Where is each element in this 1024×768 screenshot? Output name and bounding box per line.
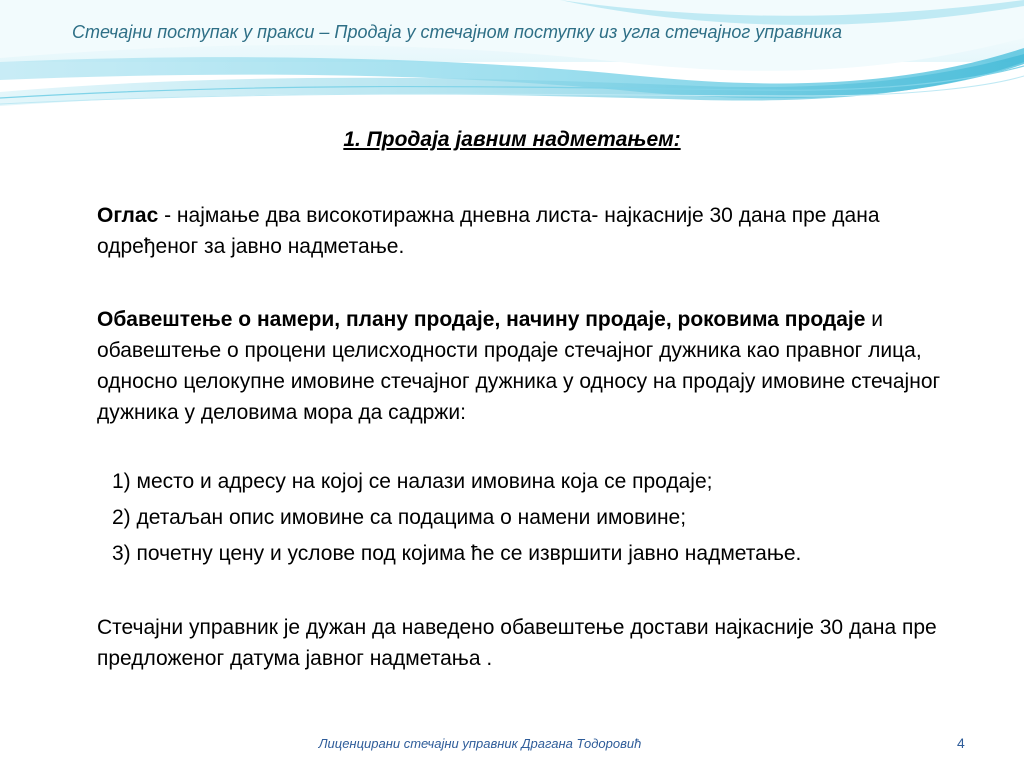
list-item: 3) почетну цену и услове под којима ће се извршити јавно надметање. [112, 542, 802, 565]
header-wave-decoration [0, 0, 1024, 120]
slide-title: Стечајни поступак у пракси – Продаја у стечајном поступку из угла стечајног управника [72, 22, 843, 42]
section-heading: 1. Продаја јавним надметањем: [343, 128, 681, 151]
notice-label: Обавештење о намери, плану продаје, начину продаје, роковима продаје [97, 308, 866, 331]
advertisement-label: Оглас [97, 204, 159, 227]
list-item: 1) место и адресу на којој се налази имовина која се продаје; [112, 470, 713, 493]
deadline-paragraph: Стечајни управник је дужан да наведено обавештење достави најкасније 30 дана пре предложеног датума јавног надметања . [97, 616, 937, 670]
list-item: 2) детаљан опис имовине са подацима о намени имовине; [112, 506, 687, 529]
page-number: 4 [957, 735, 965, 751]
requirements-list [112, 464, 992, 572]
advertisement-text: - најмање два високотиражна дневна листа- најкасније 30 дана пре дана одређеног за јавно надметање. [97, 204, 880, 258]
footer-author: Лиценцирани стечајни управник Драгана Тодоровић [318, 736, 642, 751]
notice-text: и обавештење о процени целисходности продаје стечајног дужника као правног лица, односно целокупне имовине стечајног дужника у односу на продају имовине стечајног дужника у деловима мора да садржи: [97, 308, 941, 424]
advertisement-paragraph [97, 200, 957, 262]
notice-paragraph [97, 304, 957, 428]
